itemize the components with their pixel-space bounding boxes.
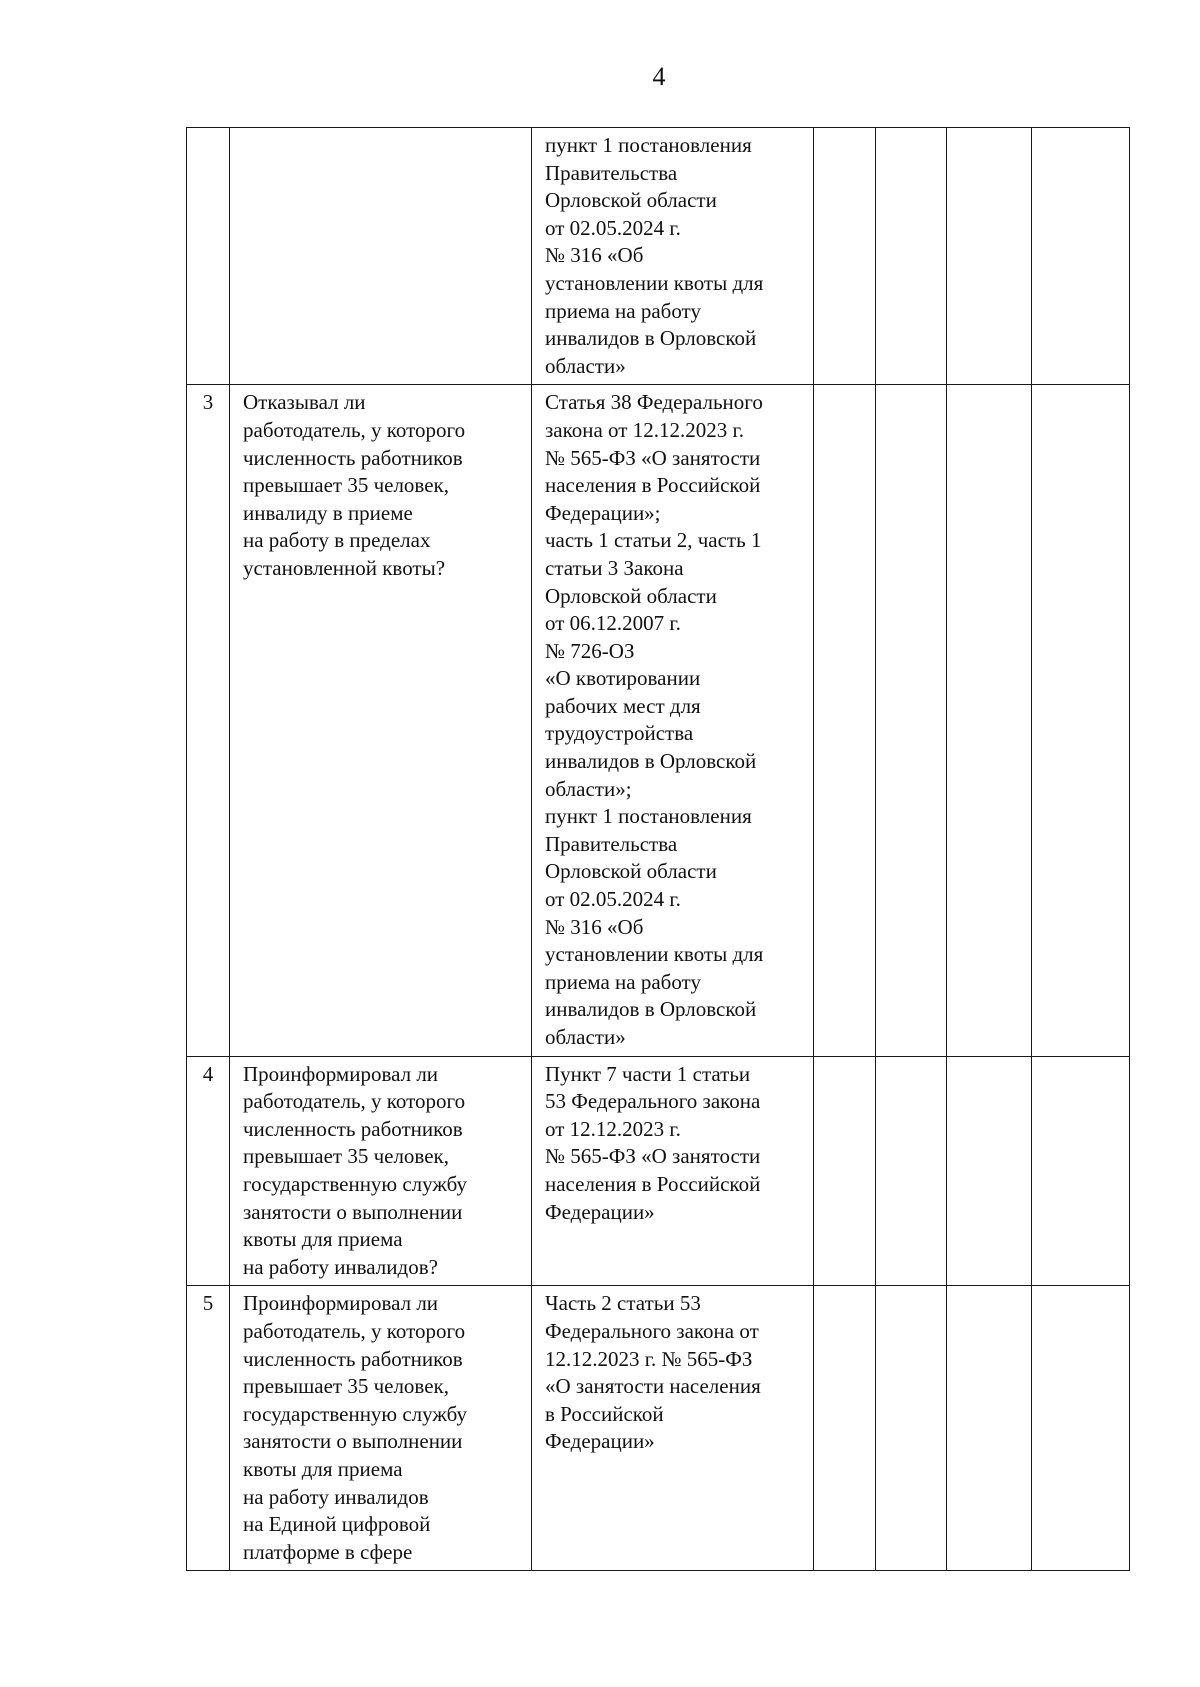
table-row xyxy=(187,128,1130,385)
text-line: статьи 3 Закона xyxy=(545,555,684,580)
text-line: от 02.05.2024 г. xyxy=(545,887,681,912)
answer-cell-not-applicable xyxy=(947,128,1032,385)
text-line: приема на работу xyxy=(545,969,701,994)
legal-basis-cell xyxy=(532,385,814,1056)
text-line: Проинформировал ли xyxy=(243,1061,439,1086)
text-line: на работу инвалидов xyxy=(243,1484,429,1509)
text-line: № 316 «Об xyxy=(545,914,644,939)
text-line: Орловской области xyxy=(545,859,717,884)
text-line: рабочих мест для xyxy=(545,693,701,718)
answer-cell-yes xyxy=(814,1286,876,1571)
text-line: квоты для приема xyxy=(243,1456,403,1481)
text-line: превышает 35 человек, xyxy=(243,1374,450,1399)
text-line: «О квотировании xyxy=(545,666,701,691)
answer-cell-yes xyxy=(814,385,876,1056)
text-line: Проинформировал ли xyxy=(243,1291,439,1316)
text-line: 53 Федерального закона xyxy=(545,1089,761,1114)
text-line: Часть 2 статьи 53 xyxy=(545,1291,701,1316)
text-line: инвалиду в приеме xyxy=(243,500,413,525)
answer-cell-yes xyxy=(814,1056,876,1286)
text-line: № 726-ОЗ xyxy=(545,638,635,663)
text-line: часть 1 статьи 2, часть 1 xyxy=(545,528,762,553)
text-line: Отказывал ли xyxy=(243,390,366,415)
text-line: Орловской области xyxy=(545,188,717,213)
answer-cell-not-applicable xyxy=(947,1286,1032,1571)
answer-cell-not-applicable xyxy=(947,1056,1032,1286)
text-line: Пункт 7 части 1 статьи xyxy=(545,1061,751,1086)
text-line: населения в Российской xyxy=(545,1171,761,1196)
text-line: пункт 1 постановления xyxy=(545,133,752,157)
text-line: квоты для приема xyxy=(243,1227,403,1252)
row-number-cell: 4 xyxy=(187,1056,230,1286)
note-cell xyxy=(1032,1056,1130,1286)
text-line: в Российской xyxy=(545,1401,664,1426)
text-line: области»; xyxy=(545,776,632,801)
text-line: установлении квоты для xyxy=(545,942,764,967)
checklist-table xyxy=(186,127,1130,1571)
text-line: населения в Российской xyxy=(545,473,761,498)
text-line: 12.12.2023 г. № 565-ФЗ xyxy=(545,1346,753,1371)
text-line: «О занятости населения xyxy=(545,1374,761,1399)
text-line: платформе в сфере xyxy=(243,1539,413,1564)
text-line: государственную службу xyxy=(243,1171,468,1196)
text-line: № 565-ФЗ «О занятости xyxy=(545,445,761,470)
page-number: 4 xyxy=(652,62,666,91)
text-line: Правительства xyxy=(545,160,678,185)
text-line: инвалидов в Орловской xyxy=(545,997,757,1022)
text-line: от 02.05.2024 г. xyxy=(545,215,681,240)
text-line: Правительства xyxy=(545,831,678,856)
text-line: работодатель, у которого xyxy=(243,1318,466,1343)
table-row xyxy=(187,1056,1130,1286)
text-line: численность работников xyxy=(243,445,463,470)
answer-cell-no xyxy=(876,1286,947,1571)
text-line: численность работников xyxy=(243,1346,463,1371)
text-line: Федерального закона от xyxy=(545,1318,759,1343)
text-line: занятости о выполнении xyxy=(243,1199,463,1224)
text-line: области» xyxy=(545,1025,626,1049)
answer-cell-no xyxy=(876,385,947,1056)
text-line: трудоустройства xyxy=(545,721,694,746)
table-row xyxy=(187,385,1130,1056)
text-line: занятости о выполнении xyxy=(243,1429,463,1454)
answer-cell-no xyxy=(876,128,947,385)
legal-basis-cell xyxy=(532,1056,814,1286)
table-row xyxy=(187,1286,1130,1571)
text-line: установлении квоты для xyxy=(545,270,764,295)
note-cell xyxy=(1032,1286,1130,1571)
text-line: от 06.12.2007 г. xyxy=(545,611,681,636)
question-cell xyxy=(230,385,532,1056)
text-line: № 565-ФЗ «О занятости xyxy=(545,1144,761,1169)
text-line: Статья 38 Федерального xyxy=(545,390,763,415)
text-line: приема на работу xyxy=(545,298,701,323)
text-line: превышает 35 человек, xyxy=(243,1144,450,1169)
text-line: пункт 1 постановления xyxy=(545,804,752,829)
text-line: на Единой цифровой xyxy=(243,1512,431,1537)
text-line: работодатель, у которого xyxy=(243,1089,466,1114)
text-line: от 12.12.2023 г. xyxy=(545,1116,681,1141)
text-line: на работу в пределах xyxy=(243,528,431,553)
note-cell xyxy=(1032,385,1130,1056)
text-line: Орловской области xyxy=(545,583,717,608)
text-line: Федерации» xyxy=(545,1429,655,1454)
text-line: государственную службу xyxy=(243,1401,468,1426)
text-line: Федерации» xyxy=(545,1199,655,1224)
text-line: закона от 12.12.2023 г. xyxy=(545,417,744,442)
answer-cell-no xyxy=(876,1056,947,1286)
text-line: превышает 35 человек, xyxy=(243,473,450,498)
question-cell xyxy=(230,1056,532,1286)
text-line: работодатель, у которого xyxy=(243,417,466,442)
text-line: инвалидов в Орловской xyxy=(545,326,757,351)
text-line: Федерации»; xyxy=(545,500,661,525)
text-line: на работу инвалидов? xyxy=(243,1254,438,1279)
row-number-cell: 3 xyxy=(187,385,230,1056)
answer-cell-not-applicable xyxy=(947,385,1032,1056)
legal-basis-cell xyxy=(532,1286,814,1571)
text-line: № 316 «Об xyxy=(545,243,644,268)
legal-basis-cell xyxy=(532,128,814,385)
text-line: установленной квоты? xyxy=(243,555,446,580)
text-line: области» xyxy=(545,353,626,378)
text-line: численность работников xyxy=(243,1116,463,1141)
question-cell xyxy=(230,1286,532,1571)
row-number-cell xyxy=(187,128,230,385)
note-cell xyxy=(1032,128,1130,385)
row-number-cell: 5 xyxy=(187,1286,230,1571)
answer-cell-yes xyxy=(814,128,876,385)
question-cell xyxy=(230,128,532,385)
text-line: инвалидов в Орловской xyxy=(545,749,757,774)
